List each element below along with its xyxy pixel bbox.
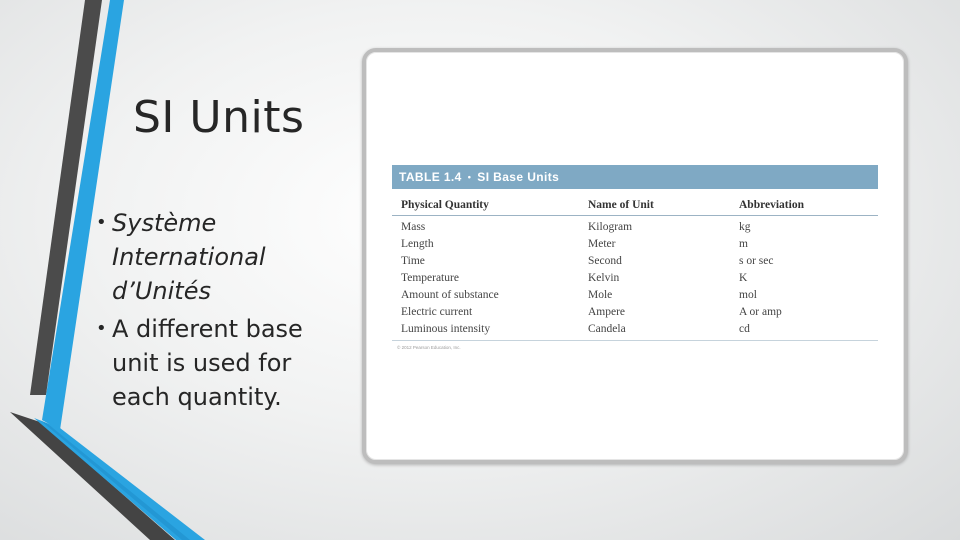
table-row (392, 253, 878, 270)
bullet-text: Système International d’Unités (112, 209, 266, 305)
table-image-frame (362, 48, 908, 464)
light-accent (40, 420, 190, 540)
cell-unit: Candela (579, 321, 730, 341)
bullet-icon: • (96, 212, 107, 233)
cell-quantity: Amount of substance (401, 289, 499, 301)
si-base-units-table (392, 189, 878, 341)
cell-quantity: Luminous intensity (392, 321, 579, 341)
cell-abbreviation: kg (739, 221, 751, 233)
bullet-list (96, 206, 336, 418)
header-physical-quantity: Physical Quantity (392, 189, 579, 216)
table-row (392, 236, 878, 253)
cell-unit: Kelvin (588, 272, 620, 284)
cell-quantity: Electric current (401, 306, 473, 318)
cell-quantity: Temperature (401, 272, 459, 284)
table-caption-title: SI Base Units (477, 170, 560, 184)
table-row (392, 216, 878, 237)
cell-abbreviation: cd (730, 321, 878, 341)
header-abbreviation: Abbreviation (730, 189, 878, 216)
cell-quantity: Mass (401, 221, 426, 233)
bullet-icon: • (96, 318, 107, 339)
copyright-note: © 2012 Pearson Education, Inc. (397, 345, 461, 350)
bullet-text: A different base unit is used for each quantity. (112, 315, 303, 411)
cell-unit: Mole (588, 289, 613, 301)
header-name-of-unit: Name of Unit (579, 189, 730, 216)
slide-title: SI Units (133, 92, 305, 143)
bullet-item (96, 206, 336, 308)
cell-abbreviation: m (739, 238, 748, 250)
cell-unit: Ampere (588, 306, 626, 318)
bullet-item (96, 312, 336, 414)
table-row (392, 304, 878, 321)
table-header-row (392, 189, 878, 216)
cell-unit: Second (588, 255, 622, 267)
cell-abbreviation: A or amp (739, 306, 782, 318)
dark-stripe-bottom (10, 412, 175, 540)
cell-quantity: Time (401, 255, 425, 267)
cell-abbreviation: s or sec (739, 255, 774, 267)
cell-abbreviation: K (739, 272, 748, 284)
table-row (392, 270, 878, 287)
cell-unit: Kilogram (588, 221, 633, 233)
cell-quantity: Length (401, 238, 434, 250)
table-caption (392, 165, 878, 189)
table-row (392, 287, 878, 304)
cell-abbreviation: mol (739, 289, 757, 301)
table-row (392, 321, 878, 341)
caption-separator: • (467, 172, 472, 182)
si-table-container (392, 165, 878, 350)
cell-unit: Meter (588, 238, 616, 250)
table-caption-number: TABLE 1.4 (399, 170, 462, 184)
